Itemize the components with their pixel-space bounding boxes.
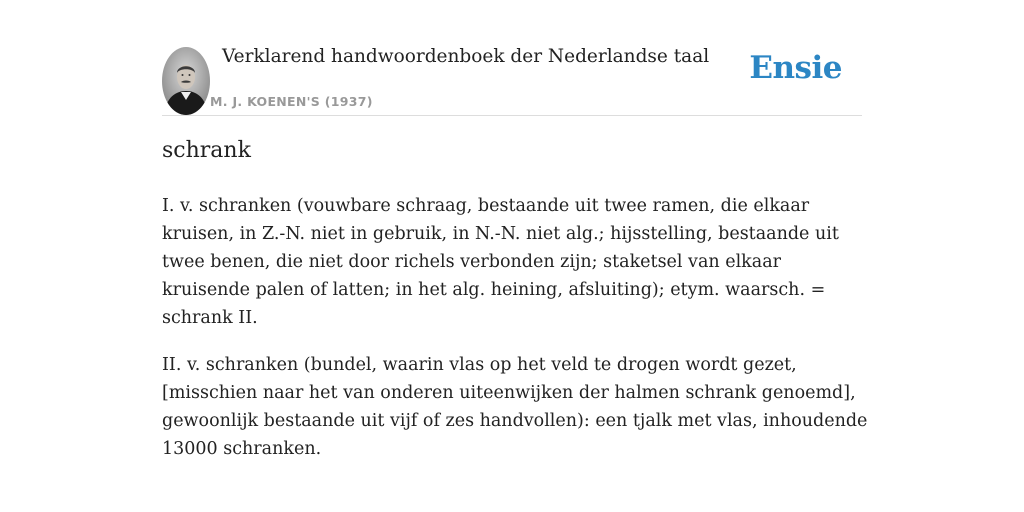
definition-item: I. v. schranken (vouwbare schraag, bestaande uit twee ramen, die elkaar kruisen, in Z.-N. niet in gebruik, in N.-N. niet alg.; hijsstelling, bestaande uit twee benen, die niet door richels verbonden zijn; staketsel van elkaar kruisende palen of latten; in het alg. heining, afsluiting); etym. waarsch. = schrank II. bbox=[162, 196, 839, 328]
dictionary-title: Verklarend handwoordenboek der Nederlandse taal bbox=[222, 46, 710, 67]
dictionary-header bbox=[162, 44, 862, 116]
dictionary-author: M. J. KOENEN'S (1937) bbox=[210, 94, 373, 109]
definitions-list bbox=[162, 192, 870, 482]
definition-item: II. v. schranken (bundel, waarin vlas op het veld te drogen wordt gezet, [misschien naar het van onderen uiteenwijken der halmen schrank genoemd], gewoonlijk bestaande uit vijf of zes handvollen): een tjalk met vlas, inhoudende 13000 schranken. bbox=[162, 355, 868, 459]
brand-logo-link[interactable]: Ensie bbox=[749, 50, 842, 86]
author-portrait bbox=[162, 47, 210, 115]
entry-headword: schrank bbox=[162, 138, 251, 163]
